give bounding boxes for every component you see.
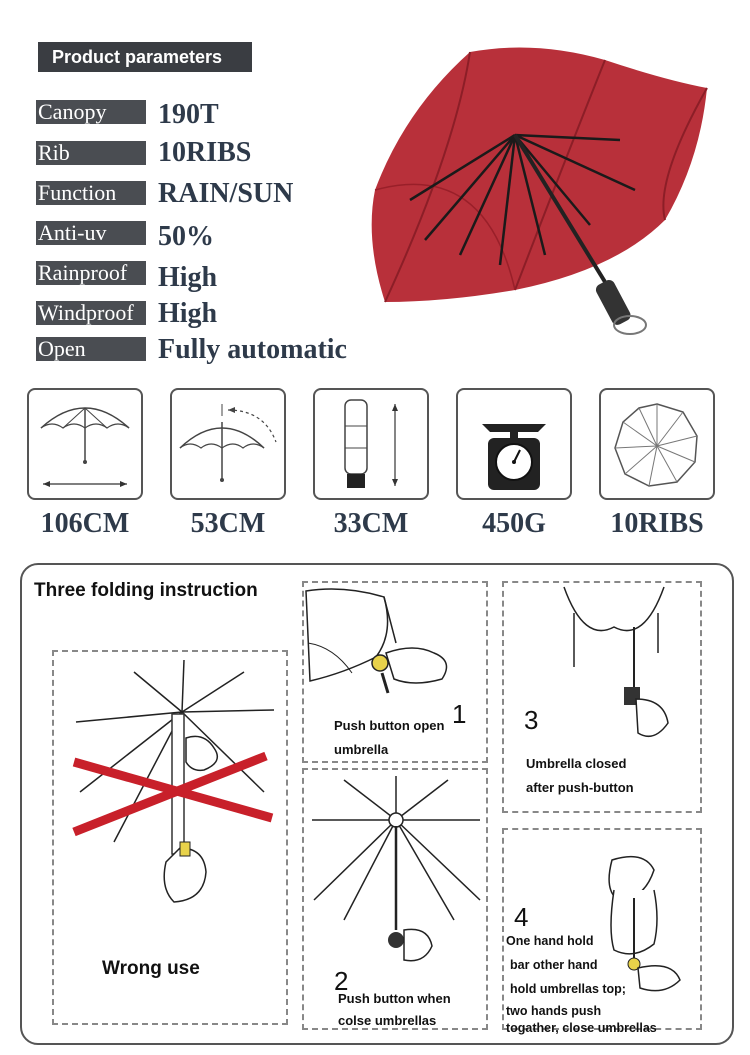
- wrong-use-label: Wrong use: [102, 958, 200, 979]
- param-value-anti-uv: 50%: [158, 221, 214, 252]
- spec-value-width: 106CM: [40, 508, 130, 539]
- step-1-illustration: [304, 583, 486, 713]
- param-label-windproof: Windproof: [36, 301, 146, 325]
- param-value-open: Fully automatic: [158, 334, 347, 365]
- panel-step-4: [502, 828, 702, 1035]
- spec-value-folded: 33CM: [333, 508, 409, 539]
- param-label-open: Open: [36, 337, 146, 361]
- param-value-function: RAIN/SUN: [158, 178, 294, 209]
- step-2-text-line1: Push button when: [338, 991, 451, 1006]
- scale-icon: [458, 390, 570, 498]
- spec-box-length: [170, 388, 286, 500]
- section-title: Product parameters: [38, 42, 252, 72]
- panel-step-3: [502, 581, 702, 813]
- panel-step-1: [302, 581, 488, 763]
- step-2-illustration: [304, 770, 486, 970]
- param-value-canopy: 190T: [158, 99, 219, 130]
- step-3-text-line2: after push-button: [526, 780, 634, 795]
- panel-step-2: [302, 768, 488, 1030]
- param-label-anti-uv: Anti-uv: [36, 221, 146, 245]
- spec-value-weight: 450G: [482, 508, 546, 539]
- folded-umbrella-icon: [315, 390, 427, 498]
- step-4-text-line1: One hand hold: [506, 934, 594, 948]
- step-1-text-line1: Push button open: [334, 718, 445, 733]
- step-4-text-line3: hold umbrellas top;: [510, 982, 626, 996]
- product-umbrella-image: [365, 40, 715, 340]
- panel-wrong-use: [52, 650, 288, 1025]
- param-value-windproof: High: [158, 298, 218, 329]
- step-4-text-line4: two hands push: [506, 1004, 602, 1018]
- spec-value-length: 53CM: [190, 508, 266, 539]
- param-label-rib: Rib: [36, 141, 146, 165]
- step-2-number: 2: [334, 966, 349, 996]
- param-label-rainproof: Rainproof: [36, 261, 146, 285]
- umbrella-top-ribs-icon: [601, 390, 713, 498]
- wrong-use-illustration: [54, 652, 286, 952]
- open-umbrella-width-icon: [29, 390, 141, 498]
- spec-box-weight: [456, 388, 572, 500]
- step-3-text-line1: Umbrella closed: [526, 756, 627, 771]
- param-label-canopy: Canopy: [36, 100, 146, 124]
- param-label-function: Function: [36, 181, 146, 205]
- step-2-text-line2: colse umbrellas: [338, 1013, 437, 1028]
- spec-value-ribs: 10RIBS: [610, 508, 704, 539]
- spec-box-ribs: [599, 388, 715, 500]
- step-4-number: 4: [514, 902, 529, 932]
- step-1-text-line2: umbrella: [334, 742, 389, 757]
- param-value-rainproof: High: [158, 262, 218, 293]
- step-3-number: 3: [524, 705, 539, 735]
- param-value-rib: 10RIBS: [158, 137, 252, 168]
- step-4-text-line5: togather, close umbrellas: [506, 1021, 657, 1035]
- step-1-number: 1: [452, 699, 467, 729]
- umbrella-length-icon: [172, 390, 284, 498]
- spec-box-width: [27, 388, 143, 500]
- instruction-title: Three folding instruction: [34, 580, 258, 601]
- spec-box-folded: [313, 388, 429, 500]
- step-4-text-line2: bar other hand: [510, 958, 598, 972]
